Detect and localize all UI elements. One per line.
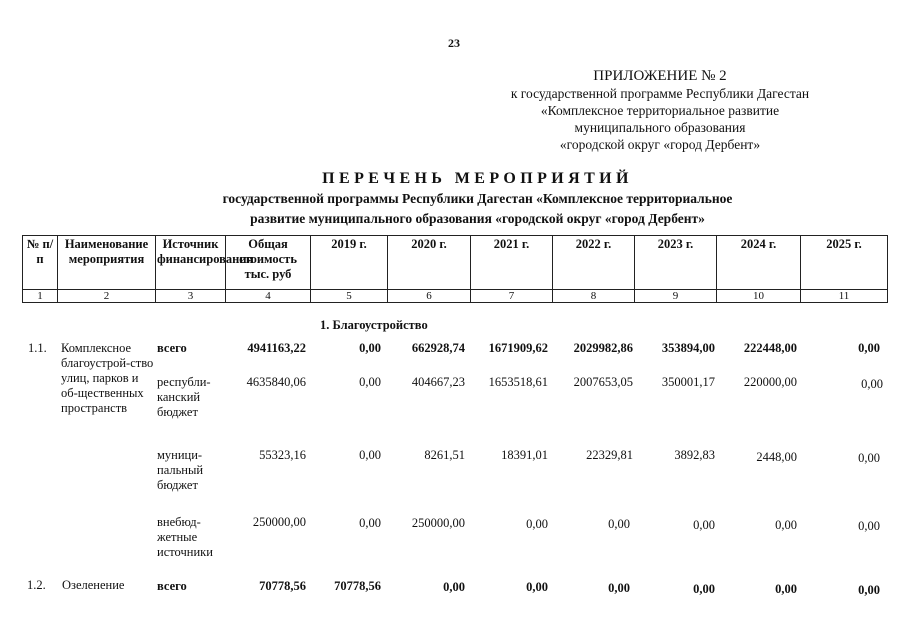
column-number: 3 bbox=[156, 290, 226, 303]
value-2022: 2029982,86 bbox=[573, 341, 633, 355]
value-2024: 0,00 bbox=[775, 582, 797, 596]
section-title: 1. Благоустройство bbox=[320, 318, 428, 332]
funding-source: всего bbox=[157, 579, 187, 593]
column-number: 4 bbox=[226, 290, 311, 303]
value-2020: 8261,51 bbox=[424, 448, 465, 462]
title-main: ПЕРЕЧЕНЬ МЕРОПРИЯТИЙ bbox=[322, 170, 633, 187]
appendix-line-3: «Комплексное территориальное развитие bbox=[540, 103, 780, 118]
column-number: 8 bbox=[553, 290, 635, 303]
page-number: 23 bbox=[448, 36, 460, 50]
total-cost: 70778,56 bbox=[259, 579, 306, 593]
value-2020: 662928,74 bbox=[411, 341, 465, 355]
row-number: 1.1. bbox=[28, 341, 47, 355]
value-2019: 0,00 bbox=[359, 516, 381, 530]
value-2022: 0,00 bbox=[608, 581, 630, 595]
table-header bbox=[22, 235, 888, 303]
total-cost: 4941163,22 bbox=[247, 341, 306, 355]
column-number: 6 bbox=[388, 290, 471, 303]
value-2020: 404667,23 bbox=[411, 375, 465, 389]
value-2024: 2448,00 bbox=[756, 450, 797, 464]
value-2021: 1671909,62 bbox=[488, 341, 548, 355]
value-2021: 0,00 bbox=[526, 580, 548, 594]
value-2025: 0,00 bbox=[858, 341, 880, 355]
appendix-block bbox=[480, 68, 840, 153]
funding-source: всего bbox=[157, 341, 187, 355]
row-number: 1.2. bbox=[27, 578, 46, 592]
header-cell: 2023 г. bbox=[635, 236, 717, 290]
appendix-line-5: «городской округ «город Дербент» bbox=[559, 137, 761, 152]
value-2024: 0,00 bbox=[775, 518, 797, 532]
value-2025: 0,00 bbox=[858, 451, 880, 465]
value-2022: 22329,81 bbox=[586, 448, 633, 462]
funding-source: муници-пальный бюджет bbox=[157, 448, 204, 492]
value-2020: 250000,00 bbox=[411, 516, 465, 530]
value-2024: 222448,00 bbox=[743, 341, 797, 355]
value-2021: 18391,01 bbox=[501, 448, 548, 462]
value-2019: 0,00 bbox=[359, 341, 381, 355]
header-cell: № п/п bbox=[23, 236, 58, 290]
header-cell: 2022 г. bbox=[553, 236, 635, 290]
value-2025: 0,00 bbox=[858, 519, 880, 533]
funding-source: внебюд-жетные источники bbox=[157, 515, 213, 559]
value-2022: 0,00 bbox=[608, 517, 630, 531]
total-cost: 4635840,06 bbox=[246, 375, 306, 389]
column-number: 11 bbox=[801, 290, 888, 303]
value-2023: 353894,00 bbox=[661, 341, 715, 355]
value-2023: 350001,17 bbox=[661, 375, 715, 389]
header-cell: 2025 г. bbox=[801, 236, 888, 290]
header-cell: Источник финансирования bbox=[156, 236, 226, 290]
value-2020: 0,00 bbox=[443, 580, 465, 594]
value-2021: 0,00 bbox=[526, 517, 548, 531]
appendix-line-2: к государственной программе Республики Дагестан bbox=[510, 86, 810, 101]
title-sub-1: государственной программы Республики Дагестан «Комплексное территориальное bbox=[222, 191, 733, 206]
header-cell: 2021 г. bbox=[471, 236, 553, 290]
value-2022: 2007653,05 bbox=[573, 375, 633, 389]
column-number: 7 bbox=[471, 290, 553, 303]
header-cell: Общая стоимость тыс. руб bbox=[226, 236, 311, 290]
header-cell: Наименование мероприятия bbox=[58, 236, 156, 290]
header-cell: 2020 г. bbox=[388, 236, 471, 290]
value-2023: 0,00 bbox=[693, 582, 715, 596]
column-number: 10 bbox=[717, 290, 801, 303]
document-title bbox=[0, 170, 905, 228]
appendix-line-1: ПРИЛОЖЕНИЕ № 2 bbox=[593, 68, 727, 84]
value-2023: 3892,83 bbox=[674, 448, 715, 462]
value-2019: 0,00 bbox=[359, 448, 381, 462]
activity-name: Комплексное благоустрой-ство улиц, парков и об-щественных пространств bbox=[61, 341, 154, 415]
value-2024: 220000,00 bbox=[743, 375, 797, 389]
value-2019: 70778,56 bbox=[334, 579, 381, 593]
title-sub-2: развитие муниципального образования «городской округ «город Дербент» bbox=[250, 211, 705, 226]
header-cell: 2024 г. bbox=[717, 236, 801, 290]
value-2023: 0,00 bbox=[693, 518, 715, 532]
total-cost: 55323,16 bbox=[259, 448, 306, 462]
funding-source: республи-канский бюджет bbox=[157, 375, 211, 419]
header-cell: 2019 г. bbox=[311, 236, 388, 290]
activity-name: Озеленение bbox=[62, 578, 125, 592]
column-number: 1 bbox=[23, 290, 58, 303]
total-cost: 250000,00 bbox=[252, 515, 306, 529]
value-2021: 1653518,61 bbox=[488, 375, 548, 389]
column-number: 5 bbox=[311, 290, 388, 303]
value-2025: 0,00 bbox=[861, 377, 883, 391]
value-2025: 0,00 bbox=[858, 583, 880, 597]
appendix-line-4: муниципального образования bbox=[574, 120, 746, 135]
column-number: 9 bbox=[635, 290, 717, 303]
column-number: 2 bbox=[58, 290, 156, 303]
value-2019: 0,00 bbox=[359, 375, 381, 389]
